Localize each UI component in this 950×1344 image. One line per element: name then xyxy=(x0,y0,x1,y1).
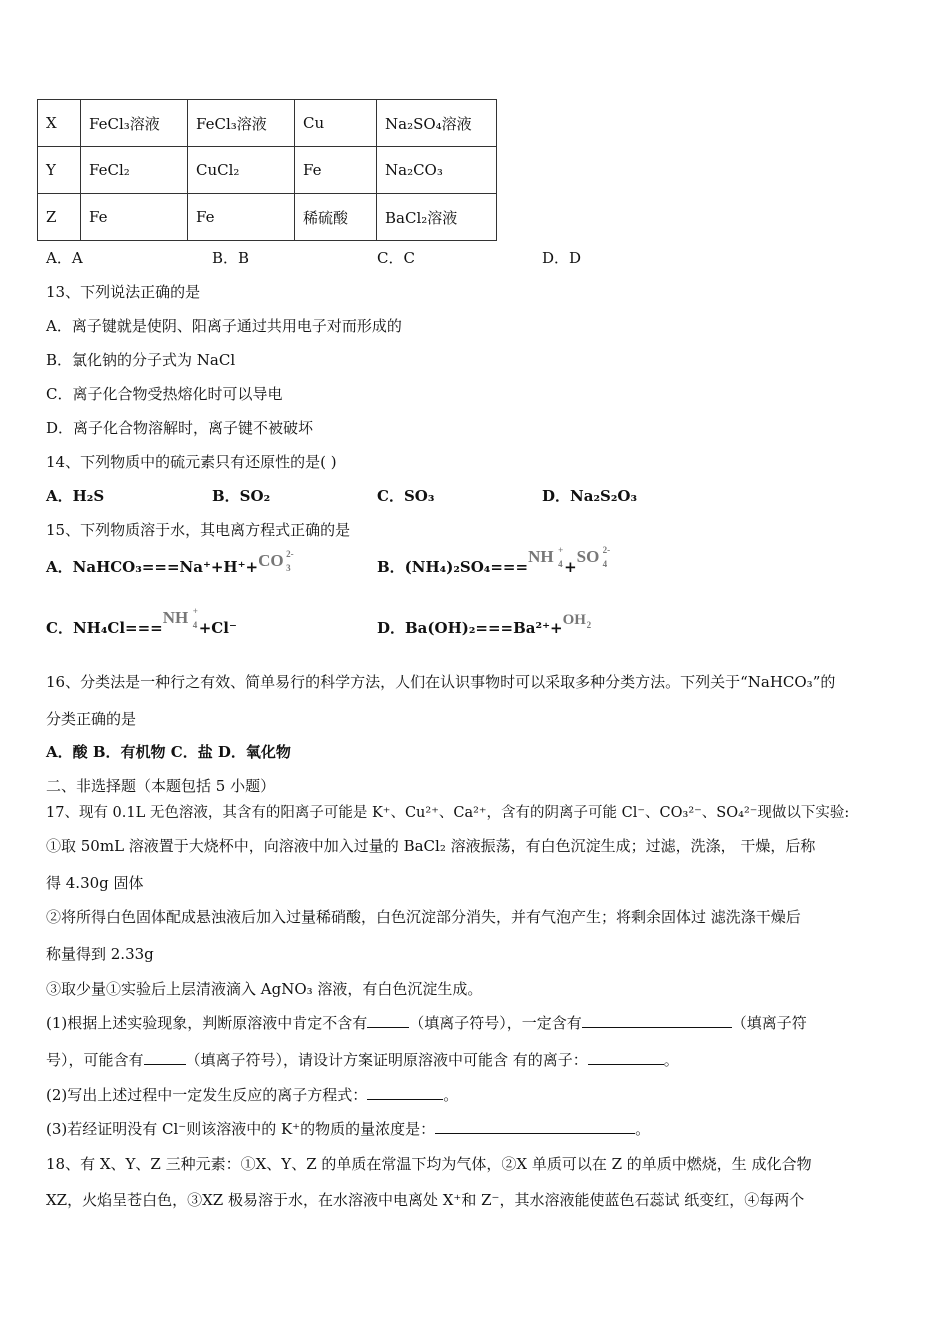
q17-part1-text: 号），可能含有 xyxy=(46,1051,144,1069)
q17-stem: 17、现有 0.1L 无色溶液，其含有的阳离子可能是 K⁺、Cu²⁺、Ca²⁺，含有的阴离子可能 Cl⁻、CO₃²⁻、SO₄²⁻现做以下实验: xyxy=(46,805,850,821)
plus-sign: + xyxy=(564,558,577,576)
q17-part2 xyxy=(46,1084,458,1105)
ammonium-ion xyxy=(528,545,564,571)
q15-a-text: A．NaHCO₃===Na⁺+H⁺+ xyxy=(46,558,259,576)
table-cell: Na₂CO₃ xyxy=(377,147,497,194)
ion-charge: + xyxy=(192,606,198,616)
ion-charge: + xyxy=(558,545,564,555)
q17-part1-text: （填离子符号），一定含有 xyxy=(409,1014,582,1032)
q17-part1-line1 xyxy=(46,1012,807,1033)
ion-symbol: SO xyxy=(576,547,600,566)
table-row xyxy=(38,194,497,241)
row-label: Z xyxy=(38,194,81,241)
q15-c-suffix: +Cl⁻ xyxy=(198,619,237,637)
ion-charge: 2- xyxy=(602,545,611,555)
carbonate-ion xyxy=(258,549,294,575)
q17-step2-line1: ②将所得白色固体配成悬浊液后加入过量稀硝酸，白色沉淀部分消失，并有气泡产生；将剩余固体过 滤洗涤干燥后 xyxy=(46,908,801,926)
answer-blank[interactable] xyxy=(588,1050,664,1065)
q14-option-d: D．Na₂S₂O₃ xyxy=(542,487,638,505)
q14-stem: 14、下列物质中的硫元素只有还原性的是( ) xyxy=(46,453,337,471)
q14-option-a: A．H₂S xyxy=(46,487,105,505)
table-cell: FeCl₃溶液 xyxy=(81,100,188,147)
q16-stem-line2: 分类正确的是 xyxy=(46,710,137,728)
q13-stem: 13、下列说法正确的是 xyxy=(46,283,201,301)
answer-blank[interactable] xyxy=(144,1050,186,1065)
ion-symbol: NH xyxy=(162,608,189,627)
table-cell: Fe xyxy=(295,147,377,194)
q15-c-text: C．NH₄Cl=== xyxy=(46,619,163,637)
section-heading: 二、非选择题（本题包括 5 小题） xyxy=(46,777,276,795)
ion-symbol: OH xyxy=(562,612,586,628)
q12-option-c: C．C xyxy=(377,249,415,267)
q17-part1-line2 xyxy=(46,1049,679,1070)
q14-option-b: B．SO₂ xyxy=(212,487,271,505)
q13-option-d: D．离子化合物溶解时，离子键不被破坏 xyxy=(46,419,314,437)
q17-part2-end: 。 xyxy=(443,1086,459,1104)
table-row xyxy=(38,100,497,147)
ion-subscript: 4 xyxy=(602,559,608,569)
answer-blank[interactable] xyxy=(582,1013,732,1028)
q15-option-c xyxy=(46,606,237,642)
ion-subscript: 4 xyxy=(558,559,563,569)
q16-options: A．酸 B．有机物 C．盐 D．氧化物 xyxy=(46,743,291,761)
table-cell: 稀硫酸 xyxy=(295,194,377,241)
ion-subscript: 4 xyxy=(192,620,198,630)
ion-symbol: NH xyxy=(528,547,554,566)
reagent-table xyxy=(37,99,497,241)
q15-stem: 15、下列物质溶于水，其电离方程式正确的是 xyxy=(46,521,351,539)
row-label: X xyxy=(38,100,81,147)
q17-part1-text: （填离子符 xyxy=(731,1014,807,1032)
q17-step1-line1: ①取 50mL 溶液置于大烧杯中，向溶液中加入过量的 BaCl₂ 溶液振荡，有白色沉淀生成；过滤，洗涤， 干燥，后称 xyxy=(46,837,816,855)
table-cell: CuCl₂ xyxy=(188,147,295,194)
q17-part1-text: 。 xyxy=(663,1051,679,1069)
q18-line1: 18、有 X、Y、Z 三种元素：①X、Y、Z 的单质在常温下均为气体，②X 单质可以在 Z 的单质中燃烧，生 成化合物 xyxy=(46,1155,812,1173)
q12-option-a: A．A xyxy=(46,249,83,267)
ion-charge: 2- xyxy=(286,549,294,559)
q17-step1-line2: 得 4.30g 固体 xyxy=(46,874,144,892)
q13-option-c: C．离子化合物受热熔化时可以导电 xyxy=(46,385,283,403)
q15-d-text: D．Ba(OH)₂===Ba²⁺+ xyxy=(377,619,563,637)
q14-option-c: C．SO₃ xyxy=(377,487,435,505)
table-cell: Fe xyxy=(188,194,295,241)
answer-blank[interactable] xyxy=(367,1085,443,1100)
q17-step2-line2: 称量得到 2.33g xyxy=(46,945,154,963)
answer-blank[interactable] xyxy=(367,1013,409,1028)
q17-part1-text: （填离子符号），请设计方案证明原溶液中可能含 有的离子： xyxy=(185,1051,588,1069)
q12-option-d: D．D xyxy=(542,249,582,267)
q12-option-b: B．B xyxy=(212,249,250,267)
q13-option-b: B．氯化钠的分子式为 NaCl xyxy=(46,351,236,369)
q15-option-b xyxy=(377,545,613,581)
ammonium-ion xyxy=(163,606,199,632)
table-row xyxy=(38,147,497,194)
table-cell: Cu xyxy=(295,100,377,147)
q15-b-text: B．(NH₄)₂SO₄=== xyxy=(377,558,529,576)
q17-part1-text: (1)根据上述实验现象，判断原溶液中肯定不含有 xyxy=(46,1014,368,1032)
q17-part3-end: 。 xyxy=(635,1120,651,1138)
table-cell: FeCl₂ xyxy=(81,147,188,194)
ion-symbol: CO xyxy=(258,551,284,570)
ion-subscript: 3 xyxy=(286,563,291,573)
q15-option-a xyxy=(46,549,294,581)
q17-part2-text: (2)写出上述过程中一定发生反应的离子方程式： xyxy=(46,1086,368,1104)
q17-part3 xyxy=(46,1118,650,1139)
sulfate-ion xyxy=(577,545,613,571)
answer-blank[interactable] xyxy=(435,1119,635,1134)
table-cell: BaCl₂溶液 xyxy=(377,194,497,241)
row-label: Y xyxy=(38,147,81,194)
q16-stem-line1: 16、分类法是一种行之有效、简单易行的科学方法，人们在认识事物时可以采取多种分类方法。下列关于“NaHCO₃”的 xyxy=(46,673,836,691)
q17-part3-text: (3)若经证明没有 Cl⁻则该溶液中的 K⁺的物质的量浓度是： xyxy=(46,1120,436,1138)
table-cell: FeCl₃溶液 xyxy=(188,100,295,147)
hydroxide-ion xyxy=(563,610,593,636)
ion-subscript: 2 xyxy=(586,620,592,630)
table-cell: Fe xyxy=(81,194,188,241)
q18-line2: XZ，火焰呈苍白色，③XZ 极易溶于水，在水溶液中电离处 X⁺和 Z⁻，其水溶液能使蓝色石蕊试 纸变红，④每两个 xyxy=(46,1191,805,1209)
table-cell: Na₂SO₄溶液 xyxy=(377,100,497,147)
q13-option-a: A．离子键就是使阴、阳离子通过共用电子对而形成的 xyxy=(46,317,402,335)
q17-step3: ③取少量①实验后上层清液滴入 AgNO₃ 溶液，有白色沉淀生成。 xyxy=(46,980,483,998)
q15-option-d xyxy=(377,612,593,642)
